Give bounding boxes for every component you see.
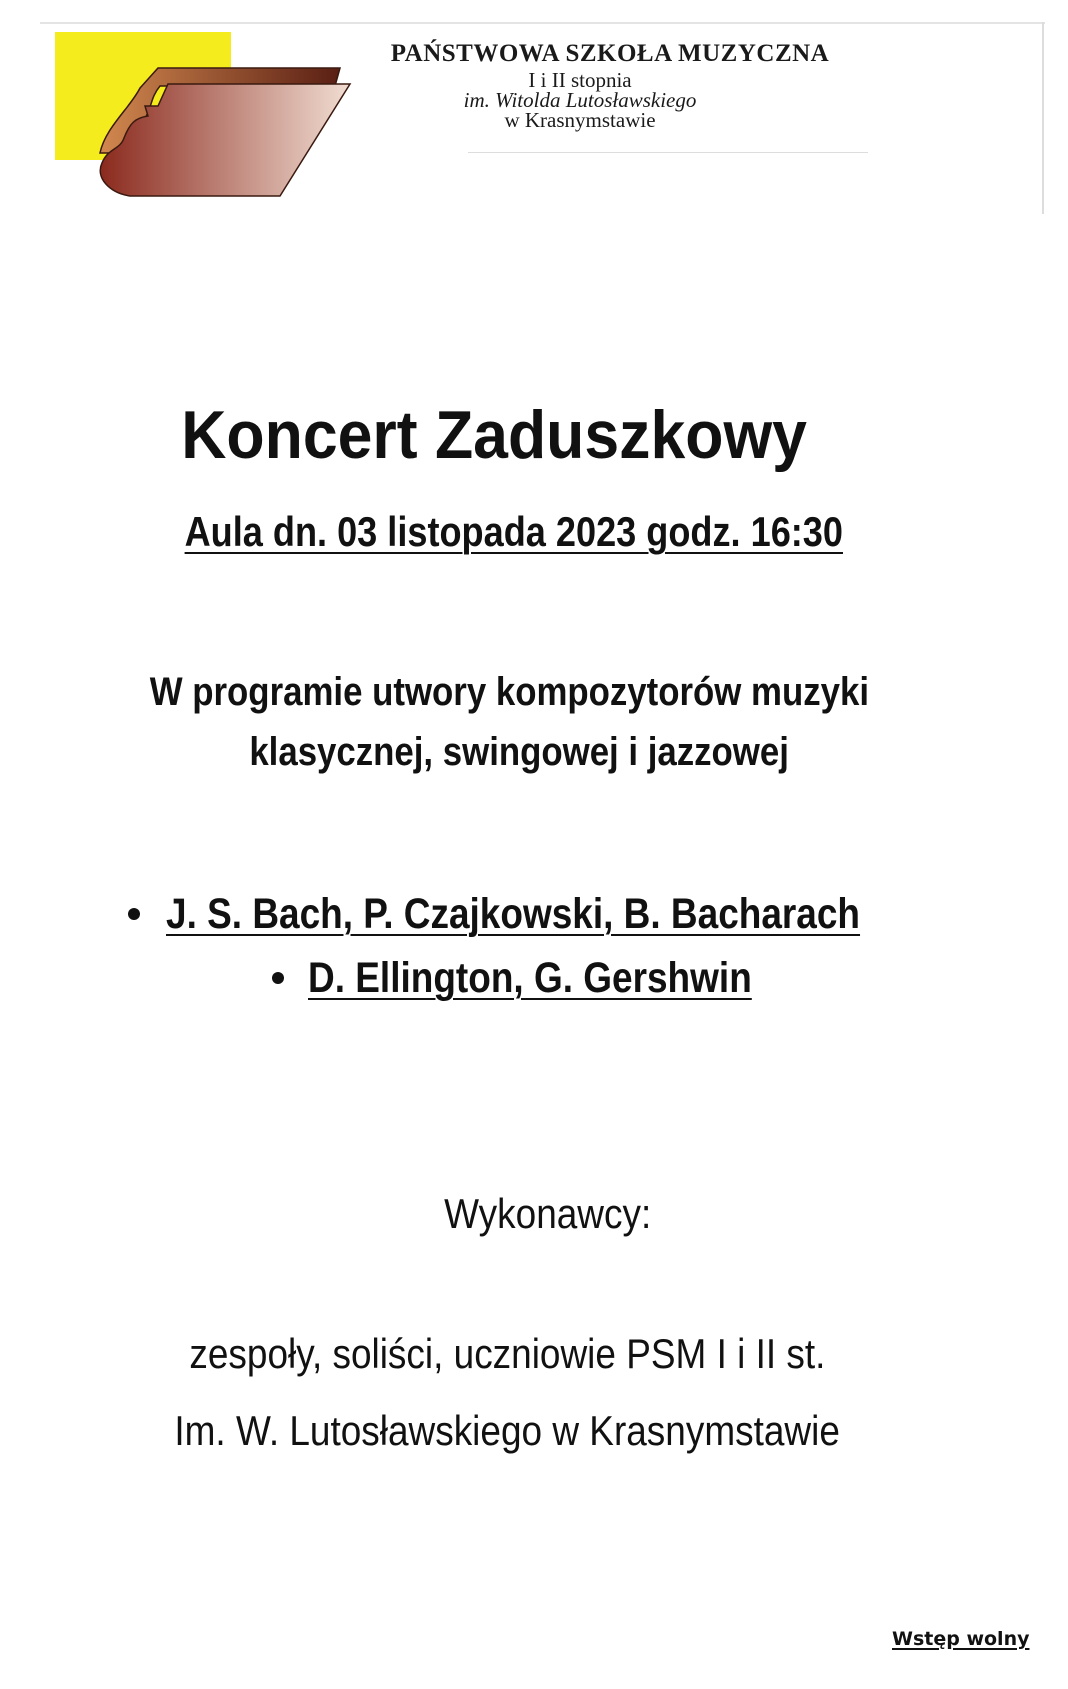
program-line-1 bbox=[0, 670, 1043, 715]
bullet-icon bbox=[128, 908, 140, 920]
header-top-rule bbox=[40, 22, 1045, 24]
concert-title bbox=[0, 396, 1028, 474]
composer-text: J. S. Bach, P. Czajkowski, B. Bacharach bbox=[166, 890, 861, 938]
composer-item bbox=[166, 890, 973, 939]
header-right-rule bbox=[1042, 22, 1044, 214]
performers-text-1: zespoły, soliści, uczniowie PSM I i II st. bbox=[188, 1330, 826, 1377]
performers-label bbox=[14, 1190, 1068, 1238]
admission-text: Wstęp wolny bbox=[892, 1628, 1030, 1650]
performers-line-2 bbox=[0, 1407, 1041, 1455]
header-contact-rule bbox=[468, 152, 868, 153]
composer-item bbox=[308, 954, 824, 1003]
performers-label-text: Wykonawcy: bbox=[444, 1190, 652, 1237]
school-city: w Krasnymstawie bbox=[504, 108, 656, 132]
concert-place-date bbox=[0, 508, 1048, 556]
program-text-2: klasycznej, swingowej i jazzowej bbox=[249, 730, 789, 774]
school-degree: I i II stopnia bbox=[528, 68, 632, 92]
place-date-text: Aula dn. 03 listopada 2023 godz. 16:30 bbox=[184, 508, 844, 555]
performers-text-2: Im. W. Lutosławskiego w Krasnymstawie bbox=[174, 1407, 840, 1454]
performers-line-1 bbox=[0, 1330, 1041, 1378]
concert-title-text: Koncert Zaduszkowy bbox=[181, 397, 807, 473]
composer-text: D. Ellington, G. Gershwin bbox=[308, 954, 752, 1002]
bullet-icon bbox=[272, 972, 284, 984]
program-line-2 bbox=[0, 730, 1053, 775]
school-name: PAŃSTWOWA SZKOŁA MUZYCZNA bbox=[390, 40, 830, 67]
admission-note bbox=[892, 1628, 1029, 1650]
school-patron: im. Witolda Lutosławskiego bbox=[463, 88, 697, 112]
program-text-1: W programie utwory kompozytorów muzyki bbox=[149, 670, 869, 714]
